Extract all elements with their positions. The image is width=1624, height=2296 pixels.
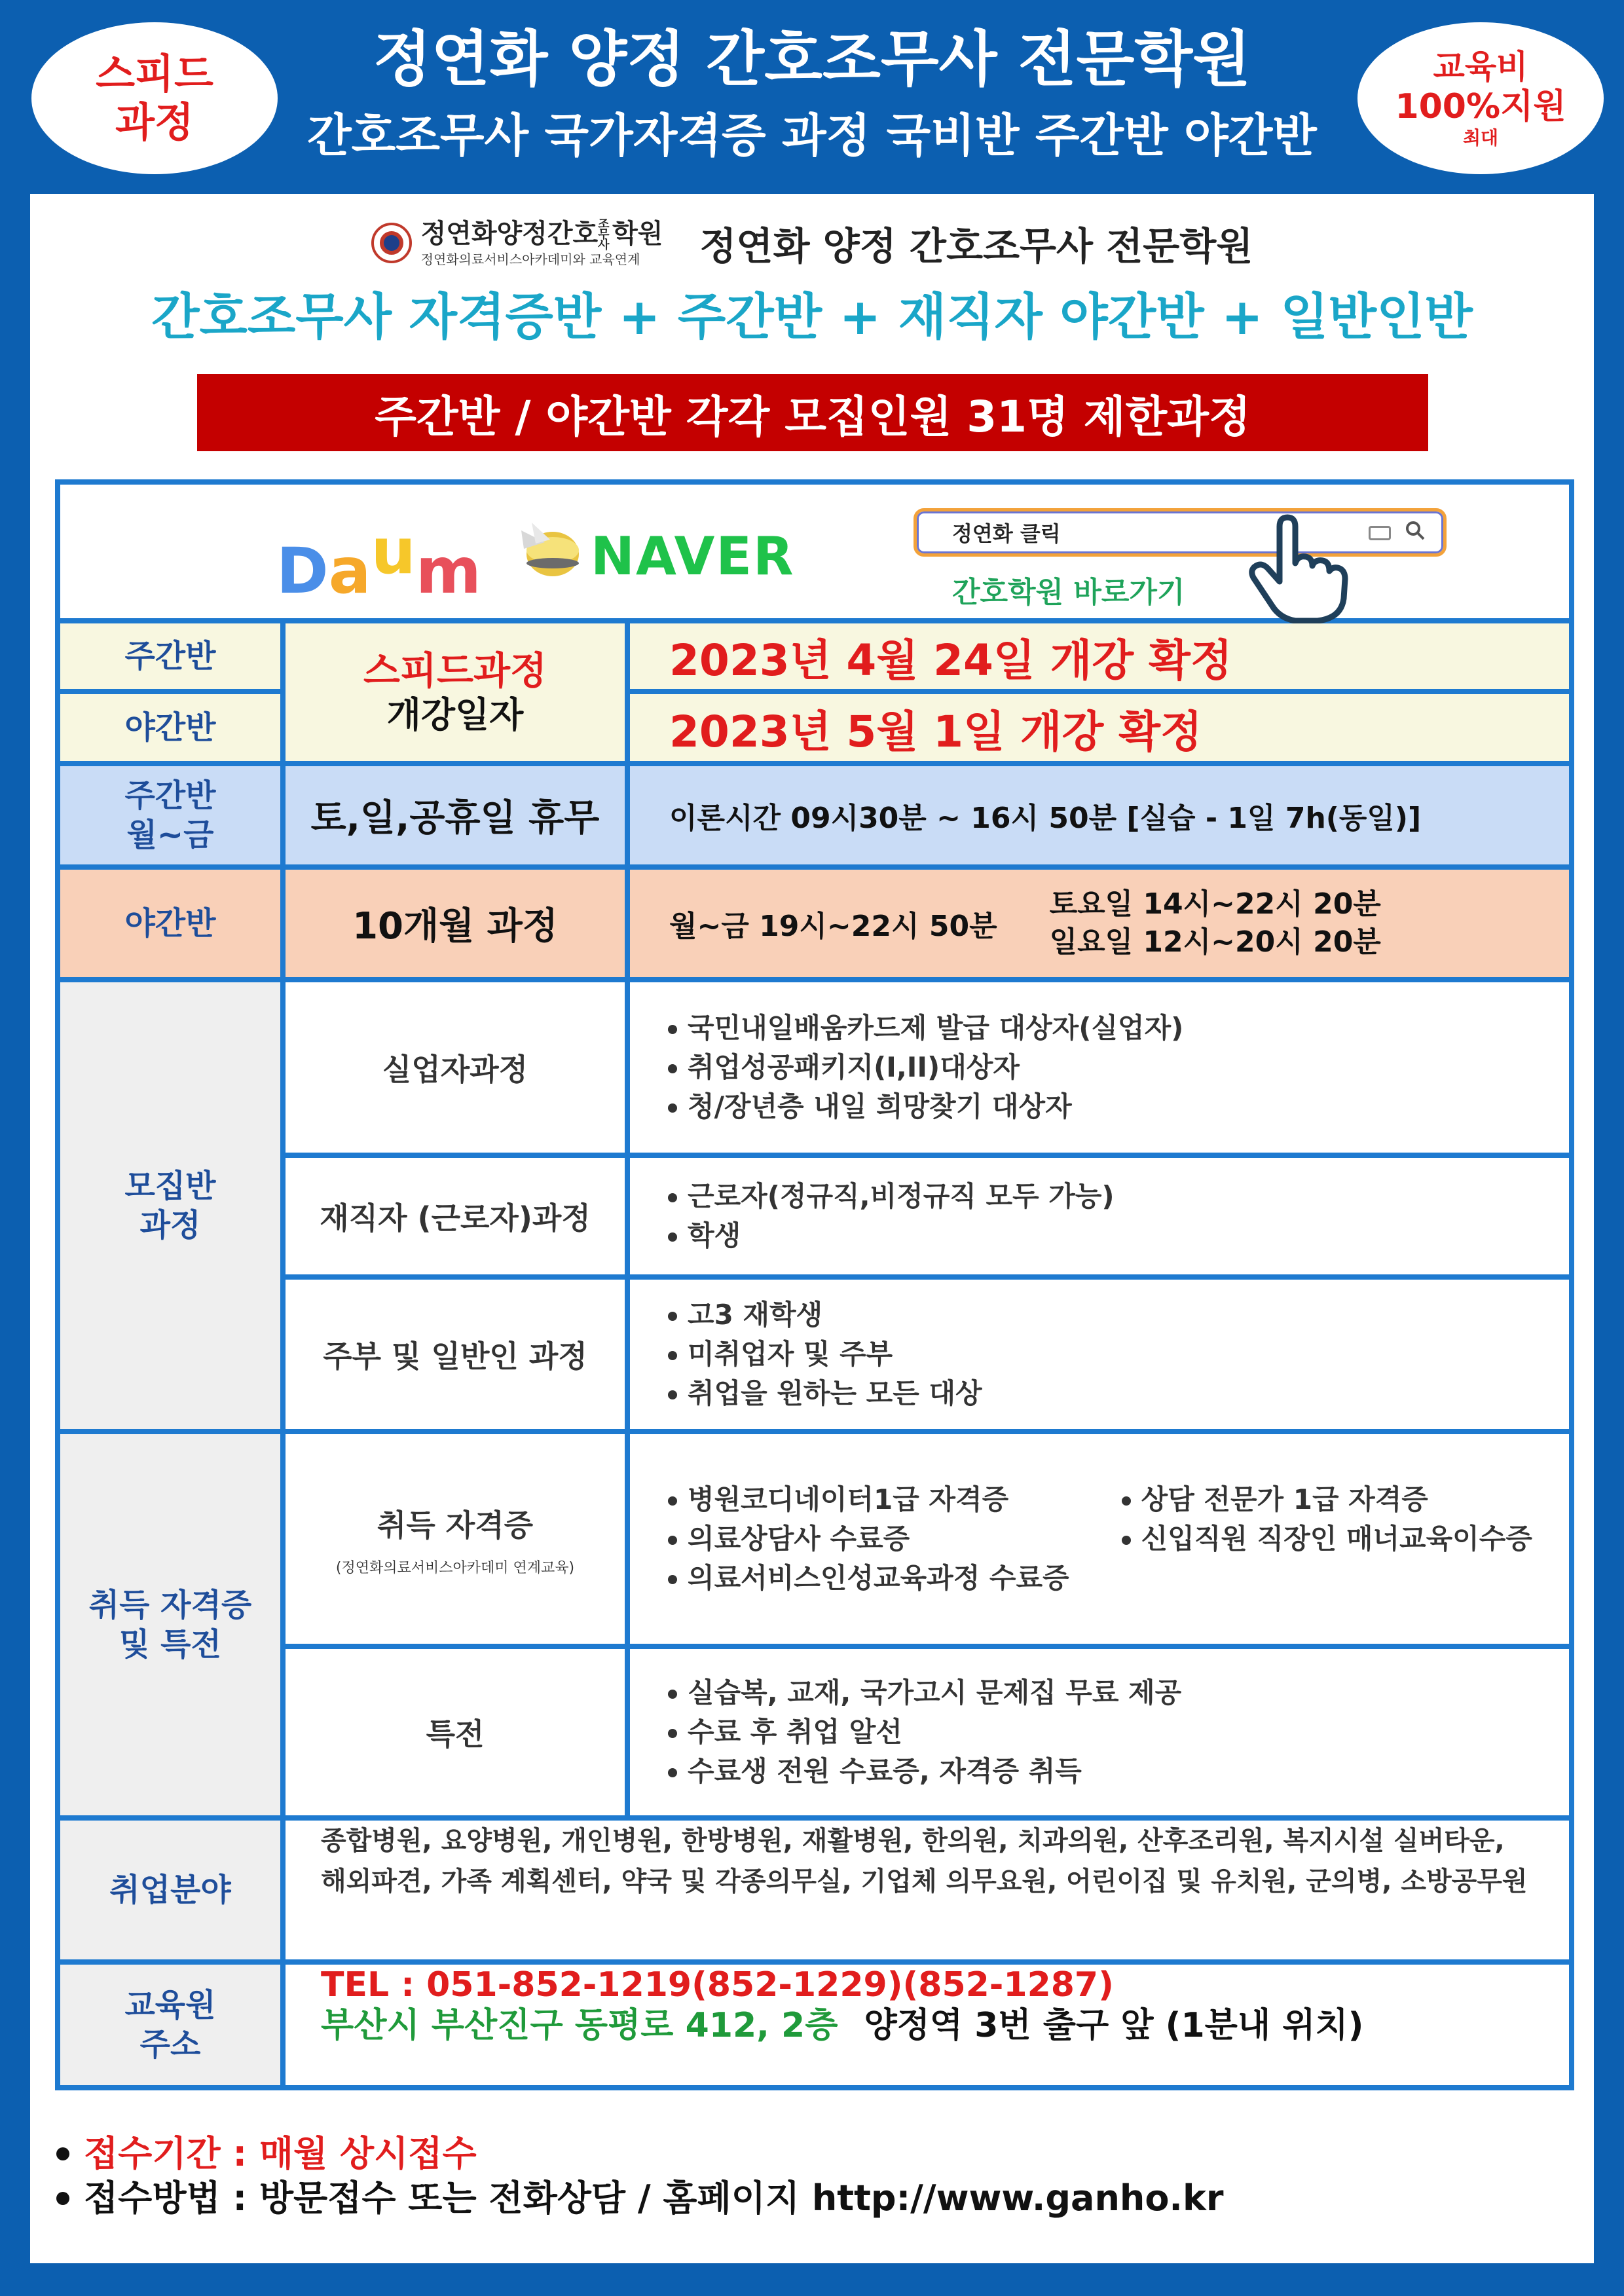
jobs-line: 해외파견, 가족 계획센터, 약국 및 각종의무실, 기업체 의무요원, 어린이집 및 유치원, 군의병, 소방공무원 <box>321 1866 1528 1897</box>
application-period: 접수기간 : 매월 상시접수 <box>56 2132 477 2176</box>
night-class-row-label: 야간반 <box>60 870 280 977</box>
certificates-benefits-label: 취득 자격증 및 특전 <box>60 1434 280 1815</box>
address <box>321 2005 1363 2046</box>
badge-line: 교육비 <box>1433 48 1528 86</box>
academy-shortcut-link[interactable]: 간호학원 바로가기 <box>952 576 1185 609</box>
night-saturday-hours: 토요일 14시~22시 20분 <box>1049 887 1381 921</box>
badge-line: 최대 <box>1462 127 1499 149</box>
recruit-course-name: 실업자과정 <box>286 982 625 1153</box>
list-item: 수료 후 취업 알선 <box>668 1713 1181 1752</box>
list-item: 의료서비스인성교육과정 수료증 <box>668 1559 1069 1598</box>
contact-label: 교육원 주소 <box>60 1965 280 2085</box>
list-item: 취업을 원하는 모든 대상 <box>668 1374 982 1413</box>
list-item: 의료상담사 수료증 <box>668 1519 1069 1559</box>
night-class-duration: 10개월 과정 <box>286 870 625 977</box>
tuition-support-badge <box>1357 22 1604 174</box>
jobs-list <box>286 1821 1569 1959</box>
bullet-icon <box>56 2192 69 2205</box>
search-row <box>60 485 1569 618</box>
search-input[interactable] <box>913 508 1447 557</box>
certificate-note: (정연화의료서비스아카데미 연계교육) <box>335 1559 575 1576</box>
content-paper <box>30 194 1594 2263</box>
pointer-hand-icon <box>1246 513 1350 625</box>
benefits-list <box>630 1649 1569 1815</box>
jobs-line: 종합병원, 요양병원, 개인병원, 한방병원, 재활병원, 한의원, 치과의원, 산후조리원, 복지시설 실버타운, <box>321 1826 1505 1856</box>
list-item: 청/장년층 내일 희망찾기 대상자 <box>668 1087 1183 1126</box>
info-table <box>55 479 1574 2090</box>
search-query: 정연화 클릭 <box>952 521 1061 546</box>
list-item: 수료생 전원 수료증, 자격증 취득 <box>668 1752 1181 1791</box>
contact-info <box>286 1965 1569 2085</box>
recruit-course-name: 재직자 (근로자)과정 <box>286 1158 625 1274</box>
list-item: 신입직원 직장인 매너교육이수증 <box>1122 1519 1532 1559</box>
academy-name: 정연화 양정 간호조무사 전문학원 <box>699 224 1253 268</box>
speed-course-badge <box>31 22 278 174</box>
recruit-course-label: 모집반 과정 <box>60 982 280 1429</box>
day-class-label: 주간반 <box>60 623 280 689</box>
list-item: 고3 재학생 <box>668 1295 982 1335</box>
opening-date-label <box>286 623 625 761</box>
logo-row <box>30 213 1594 272</box>
opening-date-text: 개강일자 <box>386 694 524 735</box>
recruit-course-targets <box>630 1158 1569 1274</box>
daum-logo: D a u m <box>276 515 481 608</box>
benefits-name: 특전 <box>286 1649 625 1815</box>
list-item: 근로자(정규직,비정규직 모두 가능) <box>668 1177 1115 1216</box>
page-title: 정연화 양정 간호조무사 전문학원 <box>373 24 1251 94</box>
day-class-holidays: 토,일,공휴일 휴무 <box>286 766 625 864</box>
search-icon <box>1405 521 1425 540</box>
recruit-course-targets <box>630 1280 1569 1429</box>
night-sunday-hours: 일요일 12시~20시 20분 <box>1049 925 1381 959</box>
day-class-hours: 이론시간 09시30분 ~ 16시 50분 [실습 - 1일 7h(동일)] <box>630 766 1569 864</box>
recruit-course-name: 주부 및 일반인 과정 <box>286 1280 625 1429</box>
certificate-list <box>630 1434 1569 1644</box>
list-item: 병원코디네이터1급 자격증 <box>668 1480 1069 1519</box>
list-item: 학생 <box>668 1216 1115 1255</box>
phone-number[interactable]: TEL : 051-852-1219(852-1229)(852-1287) <box>321 1965 1114 2005</box>
seal-icon <box>371 223 412 263</box>
course-summary: 간호조무사 자격증반 + 주간반 + 재직자 야간반 + 일반인반 <box>151 287 1473 346</box>
list-item: 실습복, 교재, 국가고시 문제집 무료 제공 <box>668 1673 1181 1713</box>
naver-logo: NAVER <box>591 526 795 587</box>
badge-line: 스피드 <box>96 50 213 98</box>
header <box>0 0 1624 190</box>
speed-course-text: 스피드과정 <box>363 648 547 693</box>
night-class-hours <box>630 870 1569 977</box>
page-subtitle: 간호조무사 국가자격증 과정 국비반 주간반 야간반 <box>307 109 1317 162</box>
list-item: 국민내일배움카드제 발급 대상자(실업자) <box>668 1009 1183 1048</box>
application-method: 접수방법 : 방문접수 또는 전화상담 / 홈페이지 http://www.ganho.kr <box>56 2177 1224 2220</box>
landmark: 양정역 3번 출구 앞 (1분내 위치) <box>864 2006 1364 2045</box>
street-address: 부산시 부산진구 동평로 412, 2층 <box>321 2006 838 2045</box>
badge-line: 100%지원 <box>1395 87 1566 126</box>
badge-line: 과정 <box>115 98 194 146</box>
bullet-icon <box>56 2147 69 2160</box>
academy-logo <box>371 218 663 268</box>
list-item: 상담 전문가 1급 자격증 <box>1122 1480 1532 1519</box>
jobs-label: 취업분야 <box>60 1821 280 1959</box>
day-opening-date: 2023년 4월 24일 개강 확정 <box>630 623 1569 689</box>
night-opening-date: 2023년 5월 1일 개강 확정 <box>630 694 1569 761</box>
certificate-name: 취득 자격증 (정연화의료서비스아카데미 연계교육) <box>286 1434 625 1644</box>
night-class-label: 야간반 <box>60 694 280 761</box>
list-item: 취업성공패키지(I,II)대상자 <box>668 1048 1183 1087</box>
keyboard-icon <box>1369 526 1391 540</box>
capacity-banner: 주간반 / 야간반 각각 모집인원 31명 제한과정 <box>197 374 1428 451</box>
naver-character-icon <box>512 511 584 583</box>
list-item: 미취업자 및 주부 <box>668 1335 982 1374</box>
night-weekday-hours: 월~금 19시~22시 50분 <box>669 910 997 943</box>
logo-name: 정연화양정간호조무사 학원 <box>420 217 663 252</box>
day-class-weekday-label: 주간반 월~금 <box>60 766 280 864</box>
recruit-course-targets <box>630 982 1569 1153</box>
logo-subtitle: 정연화의료서비스아카데미와 교육연계 <box>420 251 640 267</box>
